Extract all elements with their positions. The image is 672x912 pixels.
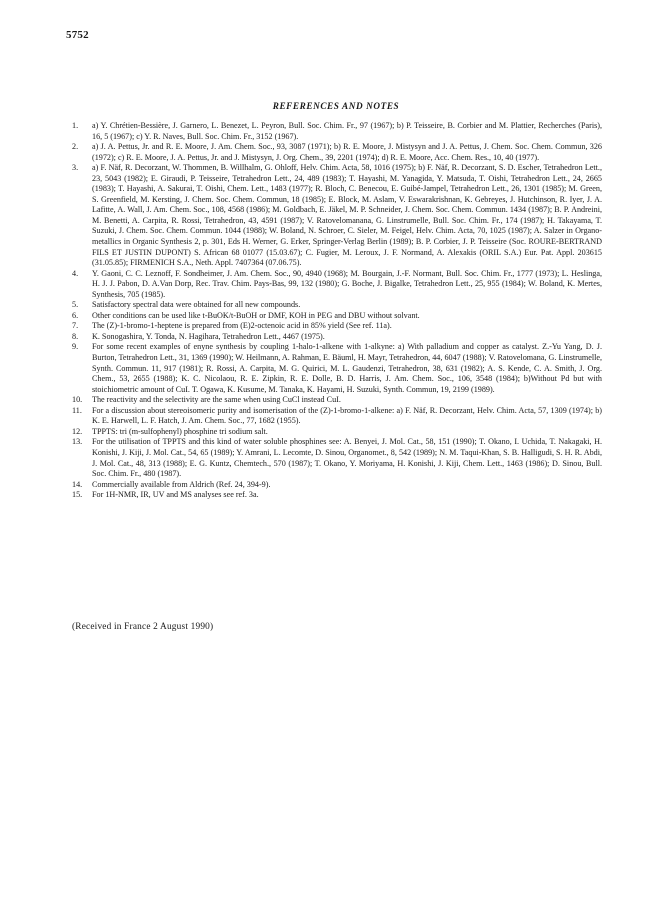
reference-item: [72, 395, 602, 406]
reference-number: 14.: [72, 479, 83, 489]
reference-number: 15.: [72, 490, 83, 500]
section-title: REFERENCES AND NOTES: [272, 101, 400, 111]
reference-text: K. Sonogashira, Y. Tonda, N. Hagihara, Tetrahedron Lett., 4467 (1975).: [92, 331, 325, 341]
reference-text: a) J. A. Pettus, Jr. and R. E. Moore, J. Am. Chem. Soc., 93, 3087 (1971); b) R. E. Moore, J. Mistysyn and J. A. Pettus, J. Chem. Soc. Chem. Commun, 326 (1972); c) R. E. Moore, J. A. Pettus, Jr. and J. Mistysyn, J. Org. Chem., 39, 2201 (1974); d) R. E. Moore, Acc. Chem. Res., 10, 40 (1977).: [92, 142, 602, 162]
reference-item: [72, 437, 602, 479]
reference-number: 3.: [72, 163, 79, 173]
reference-item: [72, 163, 602, 268]
reference-item: [72, 480, 602, 491]
reference-text: TPPTS: tri (m-sulfophenyl) phosphine tri sodium salt.: [92, 426, 268, 436]
reference-number: 1.: [72, 121, 79, 130]
reference-item: [72, 427, 602, 438]
reference-number: 7.: [72, 321, 79, 331]
reference-text: The reactivity and the selectivity are the same when using CuCl instead CuI.: [92, 395, 341, 405]
reference-number: 5.: [72, 300, 79, 310]
reference-item: [72, 342, 602, 395]
reference-number: 13.: [72, 437, 83, 447]
reference-text: For a discussion about stereoisomeric purity and isomerisation of the (Z)-1-bromo-1-alkene: a) F. Näf, R. Decorzant, Helv. Chim. Acta, 57, 1309 (1974); b) K. E. Harwell, L. F. Hatch, J. Am. Chem. Soc., 77, 1682 (1955).: [92, 405, 602, 426]
reference-item: [72, 269, 602, 301]
reference-number: 10.: [72, 395, 83, 405]
reference-text: Commercially available from Aldrich (Ref. 24, 394-9).: [92, 479, 271, 489]
reference-item: [72, 121, 602, 142]
reference-text: Other conditions can be used like t-BuOK/t-BuOH or DMF, KOH in PEG and DBU without solvant.: [92, 310, 420, 320]
reference-item: [72, 332, 602, 343]
reference-text: Y. Gaoni, C. C. Leznoff, F. Sondheimer, J. Am. Chem. Soc., 90, 4940 (1968); M. Bourgain, J.-F. Normant, Bull. Soc. Chim. Fr., 1777 (1973); L. Heslinga, H. J. J. Pabon, D. A.Van Dorp, Rec. Trav. Chim. Pays-Bas, 99, 132 (1980); G. Boche, J. Bigalke, Tetrahedron Lett., 25, 955 (1984); W. Boland, K. Mertes, Synthesis, 705 (1985).: [92, 268, 602, 299]
reference-text: For the utilisation of TPPTS and this kind of water soluble phosphines see: A. Benyei, J. Mol. Cat., 58, 151 (1990); T. Okano, I. Uchida, T. Nakagaki, H. Konishi, J. Kiji, J. Mol. Cat., 54, 65 (1989); Y. Amrani, L. Lecomte, D. Sinou, Organomet., 8, 542 (1989); N. M. Taqui-Khan, S. B. Halligudi, S. H. R. Abdi, J. Mol. Cat., 48, 313 (1988); E. G. Kuntz, Chemtech., 570 (1987); T. Okano, Y. Moriyama, H. Konishi, J. Kiji, Chem. Lett., 1463 (1986); D. Sinou, Bull. Soc. Chim. Fr., 480 (1987).: [92, 437, 602, 479]
reference-text: a) Y. Chrétien-Bessière, J. Garnero, L. Benezet, L. Peyron, Bull. Soc. Chim. Fr., 97 (1967); b) P. Teisseire, B. Corbier and M. Plattier, Recherches (Paris), 16, 5 (1967); c) Y. R. Naves, Bull. Soc. Chim. Fr., 3152 (1967).: [92, 121, 602, 141]
reference-number: 11.: [72, 405, 82, 415]
reference-item: [72, 321, 602, 332]
reference-text: For 1H-NMR, IR, UV and MS analyses see ref. 3a.: [92, 490, 259, 500]
reference-item: [72, 406, 602, 427]
reference-item: [72, 142, 602, 163]
reference-number: 9.: [72, 342, 79, 352]
reference-item: [72, 300, 602, 311]
reference-text: For some recent examples of enyne synthesis by coupling 1-halo-1-alkene with 1-alkyne: a) With palladium and copper as catalyst. Z.-Yu Yang, D. J. Burton, Tetrahedron Lett., 31, 1369 (1990); W. Heilmann, A. Rahman, E. Bäuml, H. Mayr, Tetrahedron, 44, 6047 (1988); V. Ratovelomana, G. Linstrumelle, Synth. Commun. 11, 917 (1981); R. Rossi, A. Carpita, M. G. Quirici, M. L. Gaudenzi, Tetrahedron, 38, 631 (1982); A. S. Kende, C. A. Smith, J. Org. Chem., 53, 2655 (1988); K. C. Nicolaou, R. E. Zipkin, R. E. Dolle, B. D. Harris, J. Am. Chem. Soc., 106, 3548 (1984); b)Without Pd but with stoichiometric amount of CuI. T. Ogawa, K. Kusume, M. Tanaka, K. Hayami, H. Suzuki, Synth. Commun, 19, 2199 (1989).: [92, 342, 602, 394]
reference-number: 4.: [72, 268, 79, 278]
reference-item: [72, 490, 602, 501]
reference-text: a) F. Näf, R. Decorzant, W. Thommen, B. Willhalm, G. Ohloff, Helv. Chim. Acta, 58, 1016 (1975); b) F. Näf, R. Decorzant, S. D. Escher, Tetrahedron Lett., 23, 5043 (1982); E. Giraudi, P. Teisseire, Tetrahedron Lett., 24, 489 (1983); T. Hayashi, M. Yanagida, Y. Matsuda, T. Oishi, Tetrahedron Lett., 24, 2665 (1983); T. Hayashi, A. Sakurai, T. Oishi, Chem. Lett., 1483 (1977); R. Bloch, C. Benecou, E. Guibé-Jampel, Tetrahedron Lett., 26, 1301 (1985); M. Green, S. Greenfield, M. Kersting, J. Chem. Soc. Chem. Commun, 18 (1985); E. Block, M. Aslam, V. Eswarakrishnan, K. Gebreyes, J. Hutchinson, R. Iyer, J. A. Lafitte, A. Wall, J. Am. Chem. Soc., 108, 4568 (1986); M. Goldbach, E. Jäkel, M. P. Schneider, J. Chem. Soc. Chem. Commun. 1434 (1987); B. P. Andreini, M. Benetti, A. Carpita, R. Rossi, Tetrahedron, 43, 4591 (1987); V. Ratovelomanana, G. Linstrumelle, Bull. Soc. Chim. Fr., 174 (1987); H. Takayama, T. Suzuki, J. Chem. Soc. Chem. Commun. 1044 (1988); W. Boland, N. Schroer, C. Sieler, M. Feigel, Helv. Chim. Acta, 70, 1025 (1987); A. Salzer in Organo-metallics in Organic Synthesis 2, p. 301, Eds H. Werner, G. Erker, Springer-Verlag Berlin (1989); B. P. Corbier, J. P. Teisseire (Soc. ROURE-BERTRAND FILS ET JUSTIN DUPONT) S. African 68 01077 (15.03.67); C. Fugier, M. Leroux, J. F. Normand, A. Alexakis (ORIL S.A.) Eur. Pat. Appl. 203615 (31.05.85); FIRMENICH S.A., Neth. Appl. 7407364 (07.06.75).: [92, 163, 602, 268]
reference-number: 2.: [72, 142, 79, 152]
reference-list: [72, 121, 602, 501]
reference-text: The (Z)-1-bromo-1-heptene is prepared from (E)2-octenoic acid in 85% yield (See ref. 11a).: [92, 321, 392, 331]
reference-number: 8.: [72, 331, 79, 341]
reference-number: 12.: [72, 426, 83, 436]
reference-number: 6.: [72, 310, 79, 320]
reference-text: Satisfactory spectral data were obtained for all new compounds.: [92, 300, 301, 310]
received-date: (Received in France 2 August 1990): [72, 622, 214, 632]
page-number: 5752: [66, 29, 89, 41]
reference-item: [72, 311, 602, 322]
